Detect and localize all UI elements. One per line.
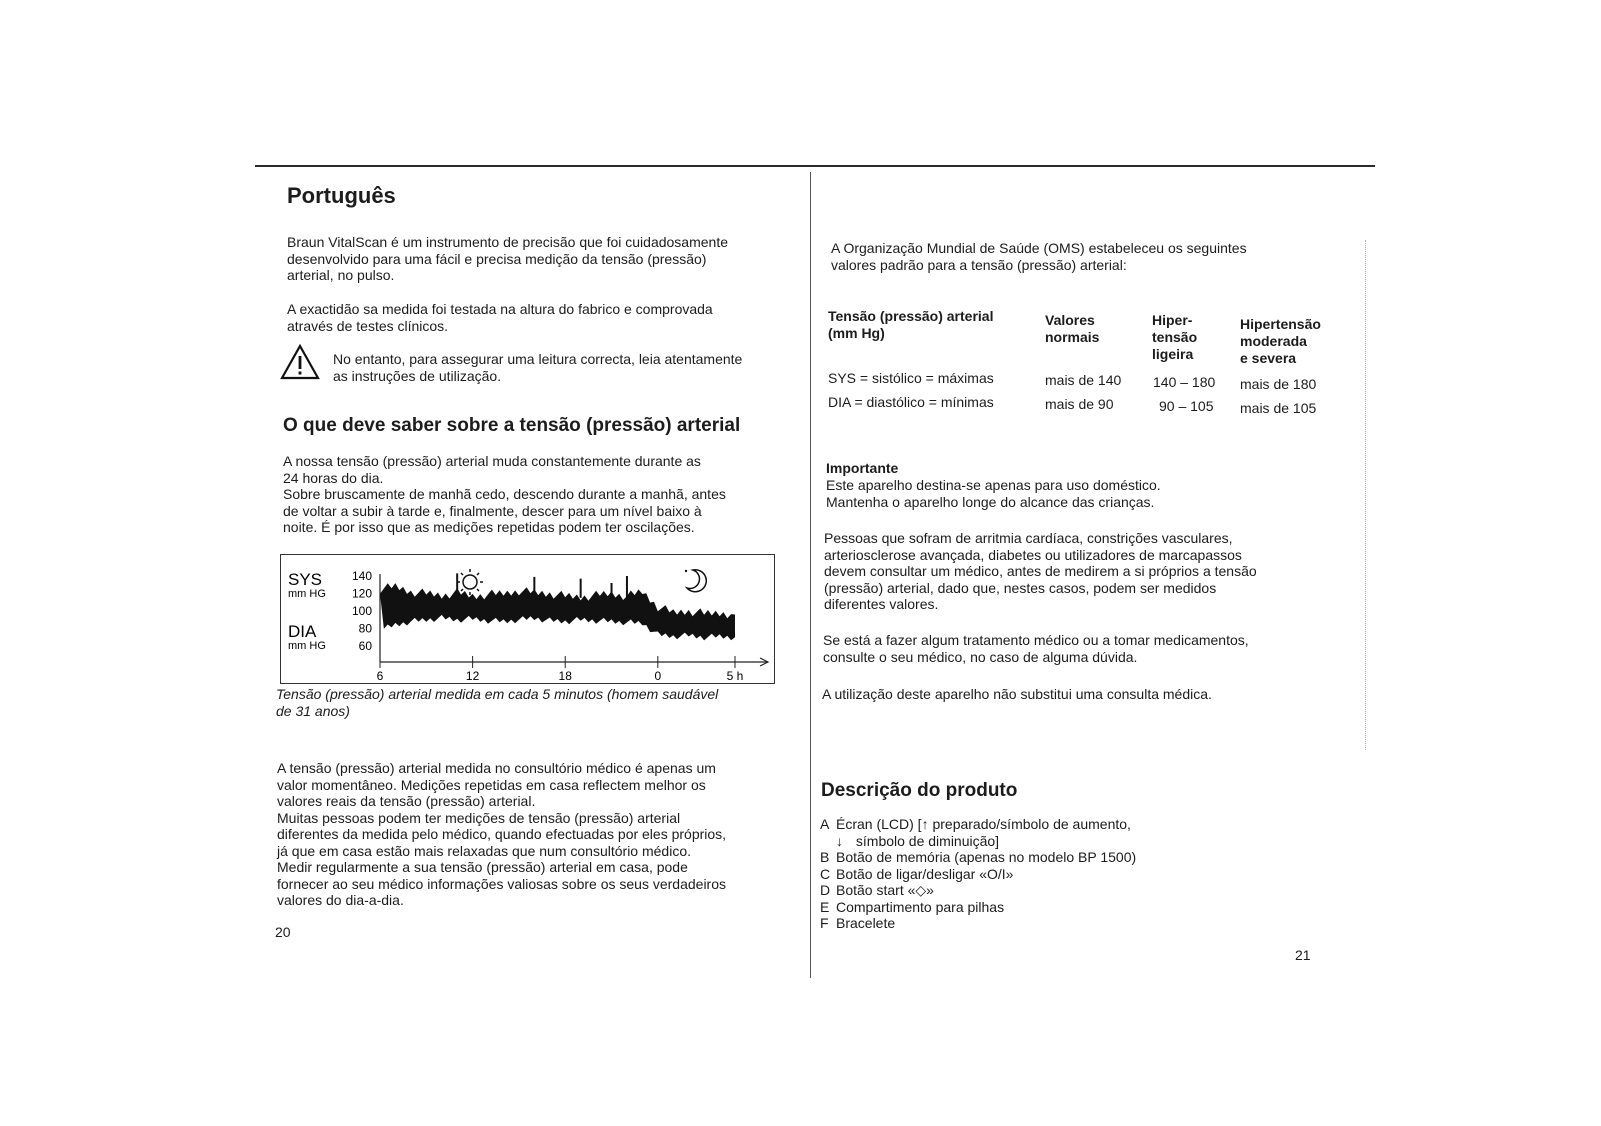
list-item: C Botão de ligar/desligar «O/I» bbox=[820, 865, 1014, 882]
table-row-sys-mild: 140 – 180 bbox=[1153, 374, 1216, 390]
intro-paragraph: Braun VitalScan é um instrumento de precisão que foi cuidadosamente desenvolvido para uma fácil e precisa medição da tensão (pressão) arterial, no pulso. bbox=[287, 234, 729, 283]
dia-label: DIA bbox=[288, 622, 317, 641]
who-paragraph: A Organização Mundial de Saúde (OMS) estabeleceu os seguintes valores padrão para a tensão (pressão) arterial: bbox=[831, 240, 1247, 273]
arrow-down-icon: ↓ bbox=[836, 832, 843, 849]
table-row-sys-severe: mais de 180 bbox=[1240, 376, 1317, 392]
page-number-right: 21 bbox=[1295, 947, 1311, 963]
table-row-dia-normal: mais de 90 bbox=[1045, 396, 1114, 412]
warning-text: No entanto, para assegurar uma leitura correcta, leia atentamente as instruções de utilização. bbox=[333, 351, 743, 384]
table-header-normal: Valores normais bbox=[1045, 312, 1100, 345]
y-tick-label: 80 bbox=[358, 621, 372, 636]
table-row-dia-label: DIA = diastólico = mínimas bbox=[828, 394, 994, 410]
important-paragraph: Este aparelho destina-se apenas para uso doméstico. Mantenha o aparelho longe do alcance das crianças. bbox=[826, 477, 1161, 510]
section-title-blood-pressure: O que deve saber sobre a tensão (pressão) arterial bbox=[283, 415, 741, 436]
table-row-dia-mild: 90 – 105 bbox=[1159, 398, 1214, 414]
page-divider bbox=[810, 172, 811, 978]
sun-icon bbox=[457, 569, 483, 595]
no-substitute-paragraph: A utilização deste aparelho não substitui uma consulta médica. bbox=[822, 686, 1212, 702]
treatment-paragraph: Se está a fazer algum tratamento médico ou a tomar medicamentos, consulte o seu médico, no caso de alguma dúvida. bbox=[823, 632, 1249, 665]
x-tick-label: 6 bbox=[376, 669, 384, 683]
table-row-sys-normal: mais de 140 bbox=[1045, 372, 1122, 388]
warning-icon bbox=[280, 344, 320, 380]
table-header-severe: Hipertensão moderada e severa bbox=[1240, 316, 1321, 366]
dia-unit: mm HG bbox=[288, 640, 326, 652]
list-item: B Botão de memória (apenas no modelo BP 1500) bbox=[820, 849, 1137, 865]
accuracy-paragraph: A exactidão sa medida foi testada na altura do fabrico e comprovada através de testes clínicos. bbox=[287, 301, 713, 334]
bp-area-series bbox=[380, 583, 735, 640]
page-edge bbox=[1365, 240, 1367, 750]
y-tick-label: 140 bbox=[351, 569, 372, 583]
product-parts-list bbox=[820, 816, 1136, 932]
table-header-pressure: Tensão (pressão) arterial (mm Hg) bbox=[828, 308, 994, 341]
arrhythmia-paragraph: Pessoas que sofram de arritmia cardíaca, constrições vasculares, arteriosclerose avançada, diabetes ou utilizadores de marcapassos devem consultar um médico, antes de medirem a si próprios a tensão (pressão) arterial, dado que, nestes casos, podem ser medidos diferentes valores. bbox=[824, 530, 1257, 612]
product-description-title: Descrição do produto bbox=[821, 780, 1018, 801]
y-tick-label: 120 bbox=[351, 586, 372, 601]
arrow-up-icon: ↑ bbox=[921, 816, 929, 832]
list-item: A Écran (LCD) [↑ preparado/símbolo de aumento, bbox=[820, 816, 1131, 832]
table-row-sys-label: SYS = sistólico = máximas bbox=[828, 370, 994, 386]
top-rule bbox=[255, 165, 1375, 167]
list-item: D Botão start «◇» bbox=[820, 882, 934, 898]
sys-unit: mm HG bbox=[288, 588, 326, 600]
table-header-mild: Hiper- tensão ligeira bbox=[1152, 312, 1198, 362]
y-tick-label: 100 bbox=[351, 604, 372, 618]
important-title: Importante bbox=[826, 460, 899, 476]
x-tick-label: 5 h bbox=[726, 669, 744, 683]
office-measurement-paragraph: A tensão (pressão) arterial medida no consultório médico é apenas um valor momentâneo. Medições repetidas em casa reflectem melhor os valores reais da tensão (pressão) arterial. Muitas pessoas podem ter medições de tensão (pressão) arterial diferentes da medida pelo médico, quando efectuadas por eles próprios, já que em casa estão mais relaxadas que num consultório médico. Medir regularmente a sua tensão (pressão) arterial em casa, pode fornecer ao seu médico informações valiosas sobre os seus verdadeiros valores do dia-a-dia. bbox=[277, 760, 727, 908]
page-number-left: 20 bbox=[275, 924, 291, 940]
list-item: E Compartimento para pilhas bbox=[820, 898, 1005, 915]
page-title: Português bbox=[287, 183, 396, 208]
bp-variation-paragraph: A nossa tensão (pressão) arterial muda constantemente durante as 24 horas do dia. Sobre bruscamente de manhã cedo, descendo durante a manhã, antes de voltar a subir à tarde e, finalmente, descer para um nível baixo à noite. É por isso que as medições repetidas podem ter oscilações. bbox=[283, 453, 726, 535]
moon-icon bbox=[685, 570, 706, 592]
sys-label: SYS bbox=[288, 570, 323, 589]
table-row-dia-severe: mais de 105 bbox=[1240, 400, 1317, 416]
x-tick-label: 12 bbox=[465, 669, 480, 683]
bp-chart bbox=[280, 554, 775, 684]
x-tick-label: 18 bbox=[558, 669, 572, 683]
list-item: ↓ símbolo de diminuição] bbox=[836, 832, 1000, 849]
y-tick-label: 60 bbox=[358, 639, 372, 653]
list-item: F Bracelete bbox=[820, 915, 896, 931]
chart-caption: Tensão (pressão) arterial medida em cada 5 minutos (homem saudável de 31 anos) bbox=[276, 686, 719, 719]
x-tick-label: 0 bbox=[654, 669, 662, 683]
